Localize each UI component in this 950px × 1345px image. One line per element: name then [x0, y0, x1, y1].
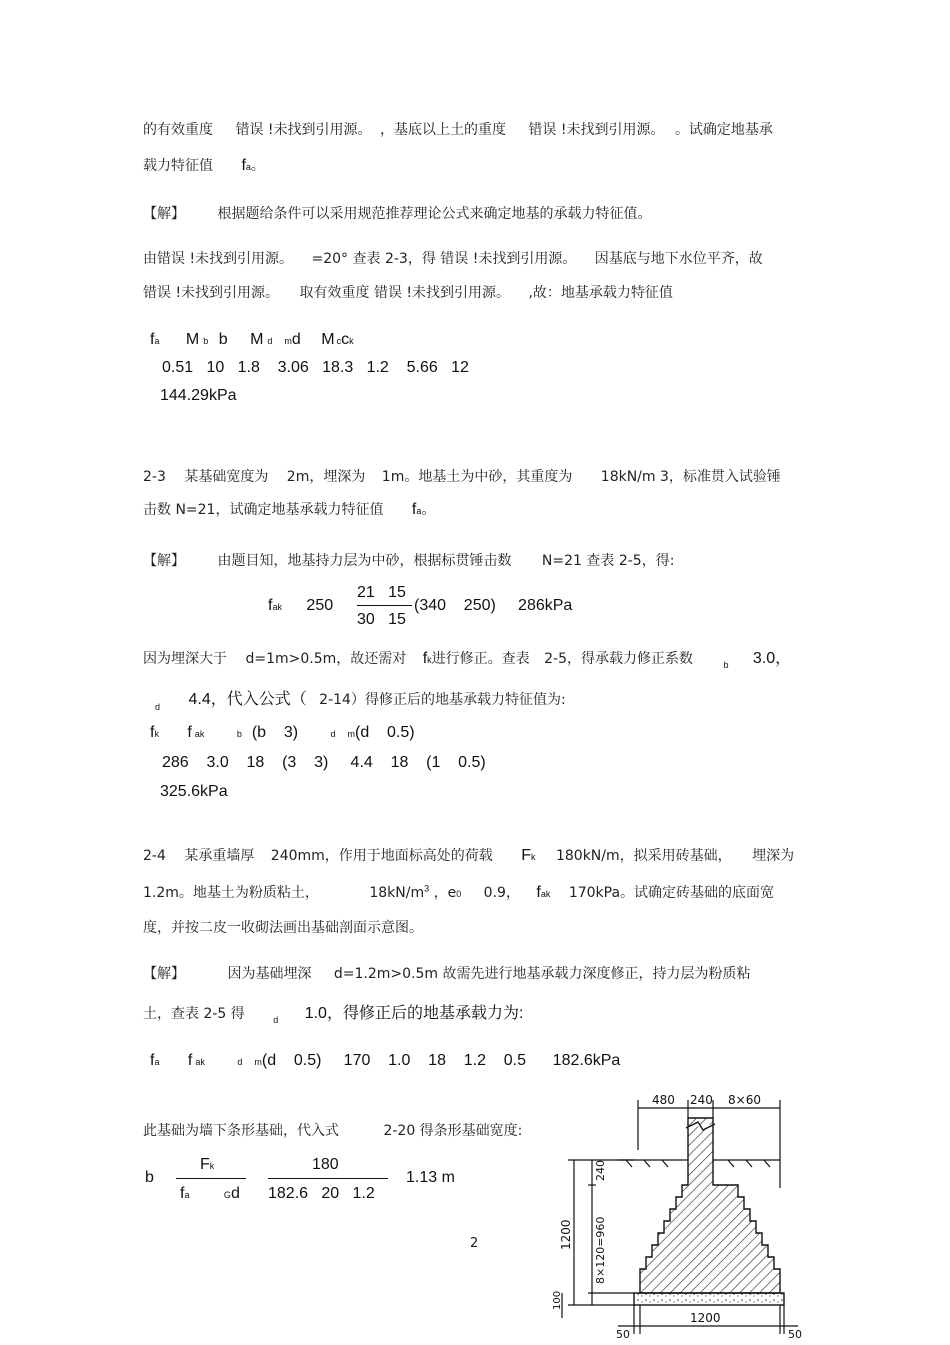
symbol: d	[291, 331, 301, 348]
text-fragment: N=21 查表 2-5，得:	[541, 553, 675, 569]
subscript: a	[245, 162, 251, 172]
subscript: b	[203, 336, 209, 346]
subscript: a	[184, 1190, 190, 1200]
question-number: 2-3	[143, 469, 166, 485]
text-fragment: 2-14）得修正后的地基承载力特征值为:	[319, 692, 566, 708]
subscript: G	[223, 1190, 231, 1200]
symbol: f	[241, 157, 246, 174]
text-fragment: 因为基础埋深	[227, 966, 312, 982]
text-fragment: 。试确定地基承	[674, 122, 773, 138]
symbol: f	[268, 597, 273, 614]
dim-top-240: 240	[690, 1093, 713, 1107]
subscript: d	[273, 1015, 279, 1025]
equation3	[150, 1052, 620, 1070]
fraction-numerator: 21 15	[357, 584, 406, 601]
dim-left-960: 8×120=960	[594, 1216, 607, 1284]
dim-left-1200: 1200	[559, 1219, 573, 1250]
symbol: f	[150, 331, 155, 348]
text-fragment: 1m。地基土为中砂，其重度为	[381, 469, 573, 485]
symbol: c	[341, 331, 350, 348]
subscript: a	[416, 506, 422, 516]
subscript: m	[284, 336, 292, 346]
subscript: k	[427, 655, 432, 665]
subscript: k	[531, 852, 536, 862]
page-number: 2	[470, 1236, 479, 1251]
symbol: f	[536, 884, 541, 901]
text-fragment: 埋深为	[752, 848, 795, 864]
fraction-denominator: 30 15	[357, 611, 406, 628]
expression: (d 0.5) 170 1.0 18 1.2 0.5 182.6kPa	[261, 1052, 621, 1069]
equation1-row1	[150, 331, 354, 349]
solution3-line2	[143, 1000, 523, 1023]
width-result: 1.13 m	[406, 1169, 455, 1186]
text-fragment: =20° 查表 2-3，得 错误 !未找到引用源。	[311, 251, 577, 267]
text-fragment: 1.0，得修正后的地基承载力为:	[304, 1005, 524, 1022]
solution-tag: 【解】	[143, 553, 185, 569]
symbol: M	[185, 331, 200, 348]
subscript: c	[336, 336, 342, 346]
subscript: m	[254, 1057, 262, 1067]
solution3-line1	[143, 963, 751, 983]
text-fragment: d=1m>0.5m，故还需对	[245, 651, 407, 667]
fraction1-bar	[176, 1178, 246, 1179]
subscript: m	[347, 729, 356, 739]
dim-top-480: 480	[652, 1093, 675, 1107]
subscript: d	[155, 702, 161, 712]
subscript: d	[267, 336, 273, 346]
equation1-row2: 0.51 10 1.8 3.06 18.3 1.2 5.66 12	[162, 359, 469, 376]
question-number: 2-4	[143, 848, 166, 864]
solution1-line2	[143, 248, 763, 268]
number: 250	[306, 597, 334, 614]
width-symbol-b: b	[145, 1169, 154, 1186]
number: 18kN/m	[369, 885, 425, 901]
fraction1-numerator	[200, 1156, 214, 1174]
text-fragment: d=1.2m>0.5m 故需先进行地基承载力深度修正，持力层为粉质粘	[333, 966, 751, 982]
solution2-line1	[143, 550, 674, 570]
dim-top-8x60: 8×60	[728, 1093, 761, 1107]
dim-left-240: 240	[594, 1160, 607, 1181]
text-fragment: 18kN/m 3，标准贯入试验锤	[600, 469, 781, 485]
symbol: b	[218, 331, 228, 348]
subscript: d	[237, 1057, 243, 1067]
subscript: d	[330, 729, 336, 739]
text-fragment: 4.4，代入公式（	[188, 691, 307, 708]
solution2-line4	[155, 686, 566, 712]
symbol: f	[150, 1052, 155, 1069]
fraction2-bar	[268, 1178, 388, 1179]
text-fragment: 某承重墙厚	[184, 848, 255, 864]
text-fragment: 取有效重度 错误 !未找到引用源。	[299, 285, 511, 301]
equation1-row3: 144.29kPa	[160, 387, 237, 404]
solution1-line	[143, 203, 651, 223]
symbol: f	[187, 1052, 193, 1069]
text-fragment: 2-5，得承载力修正系数	[544, 651, 693, 667]
solution-tag: 【解】	[143, 206, 185, 222]
solution3-line3	[143, 1120, 522, 1140]
text-fragment: 2m，埋深为	[286, 469, 366, 485]
subscript: ak	[540, 889, 551, 899]
text-fragment: 土，查表 2-5 得	[143, 1006, 245, 1022]
equation2-row2: 286 3.0 18 (3 3) 4.4 18 (1 0.5)	[162, 754, 486, 771]
text-fragment: 1.2m。地基土为粉质粘土，	[143, 885, 319, 901]
equation2-row3: 325.6kPa	[160, 783, 228, 800]
symbol: f	[422, 650, 428, 667]
solution-tag: 【解】	[143, 966, 185, 982]
text-fragment: ,故：地基承载力特征值	[528, 285, 673, 301]
text-fragment: 180kN/m，拟采用砖基础，	[555, 848, 732, 864]
dim-bottom-1200: 1200	[690, 1311, 721, 1325]
text-fragment: 此基础为墙下条形基础，代入式	[143, 1123, 339, 1139]
error-ref: 错误 !未找到引用源。	[528, 122, 665, 138]
equation2a	[268, 597, 333, 615]
subscript: k	[154, 729, 159, 739]
text-fragment: 因基底与地下水位平齐，故	[594, 251, 763, 267]
text-fragment: 170kPa。试确定砖基础的底面宽	[568, 885, 775, 901]
solution2-line3	[143, 645, 791, 668]
question-2-4-line2	[143, 882, 774, 902]
subscript: ak	[195, 1057, 205, 1067]
brick-foundation-section-figure	[548, 1088, 818, 1340]
dim-left-100: 100	[552, 1290, 563, 1310]
dim-bottom-50-right: 50	[788, 1328, 802, 1340]
subscript: 0	[456, 889, 462, 899]
subscript: b	[236, 729, 242, 739]
expression: (d 0.5)	[355, 724, 415, 741]
text-fragment: 击数 N=21，试确定地基承载力特征值	[143, 502, 384, 518]
text-fragment: 根据题给条件可以采用规范推荐理论公式来确定地基的承载力特征值。	[217, 206, 652, 222]
para1-line1	[143, 119, 773, 139]
fraction1-denominator	[180, 1185, 240, 1203]
para1-line2	[143, 155, 265, 175]
subscript: ak	[272, 602, 282, 612]
subscript: b	[723, 660, 729, 670]
symbol: f	[187, 724, 192, 741]
equation2-row1	[150, 724, 415, 742]
equation2a-rest: (340 250) 286kPa	[414, 597, 573, 614]
error-ref: 由错误 !未找到引用源。	[143, 251, 294, 267]
symbol: M	[321, 331, 335, 348]
text-fragment: 某基础宽度为	[184, 469, 269, 485]
error-ref: 错误 !未找到引用源。	[143, 285, 280, 301]
question-2-4-line1	[143, 845, 794, 865]
number: 0.9，	[483, 885, 520, 901]
text-fragment: 由题目知，地基持力层为中砂，根据标贯锤击数	[217, 553, 512, 569]
text-fragment: 载力特征值	[143, 158, 213, 174]
symbol: d	[230, 1185, 240, 1202]
text-fragment: 的有效重度	[143, 122, 213, 138]
question-2-3-line2	[143, 499, 435, 519]
subscript: ak	[194, 729, 205, 739]
concrete-bedding	[634, 1293, 784, 1305]
text-fragment: 因为埋深大于	[143, 651, 227, 667]
fraction2-denominator: 182.6 20 1.2	[268, 1185, 375, 1202]
text-fragment: 进行修正。查表	[431, 651, 530, 667]
symbol: F	[521, 847, 532, 864]
error-ref: 错误 !未找到引用源。	[235, 122, 372, 138]
fraction2-numerator: 180	[312, 1156, 339, 1173]
symbol: f	[150, 724, 155, 741]
question-2-3-line1	[143, 466, 781, 486]
fraction-bar	[357, 605, 412, 606]
superscript: 3	[424, 883, 430, 894]
symbol: F	[200, 1156, 210, 1173]
subscript: k	[209, 1161, 215, 1171]
text-fragment: ，基底以上土的重度	[379, 122, 506, 138]
solution1-line3	[143, 282, 673, 302]
subscript: a	[154, 336, 160, 346]
text-fragment: ，e	[433, 885, 457, 901]
question-2-4-line3: 度，并按二皮一收砌法画出基础剖面示意图。	[143, 920, 423, 936]
subscript: k	[349, 336, 354, 346]
symbol: M	[250, 331, 264, 348]
text-fragment: 。	[250, 158, 265, 174]
subscript: a	[154, 1057, 160, 1067]
text-fragment: 2-20 得条形基础宽度:	[383, 1123, 523, 1139]
brick-footing	[640, 1118, 780, 1293]
expression: (b 3)	[251, 724, 299, 741]
symbol: f	[411, 501, 417, 518]
symbol: f	[180, 1185, 185, 1202]
text-fragment: 240mm，作用于地面标高处的荷载	[270, 848, 493, 864]
dim-bottom-50-left: 50	[616, 1328, 630, 1340]
number: 3.0，	[752, 650, 792, 667]
text-fragment: 。	[421, 502, 436, 518]
